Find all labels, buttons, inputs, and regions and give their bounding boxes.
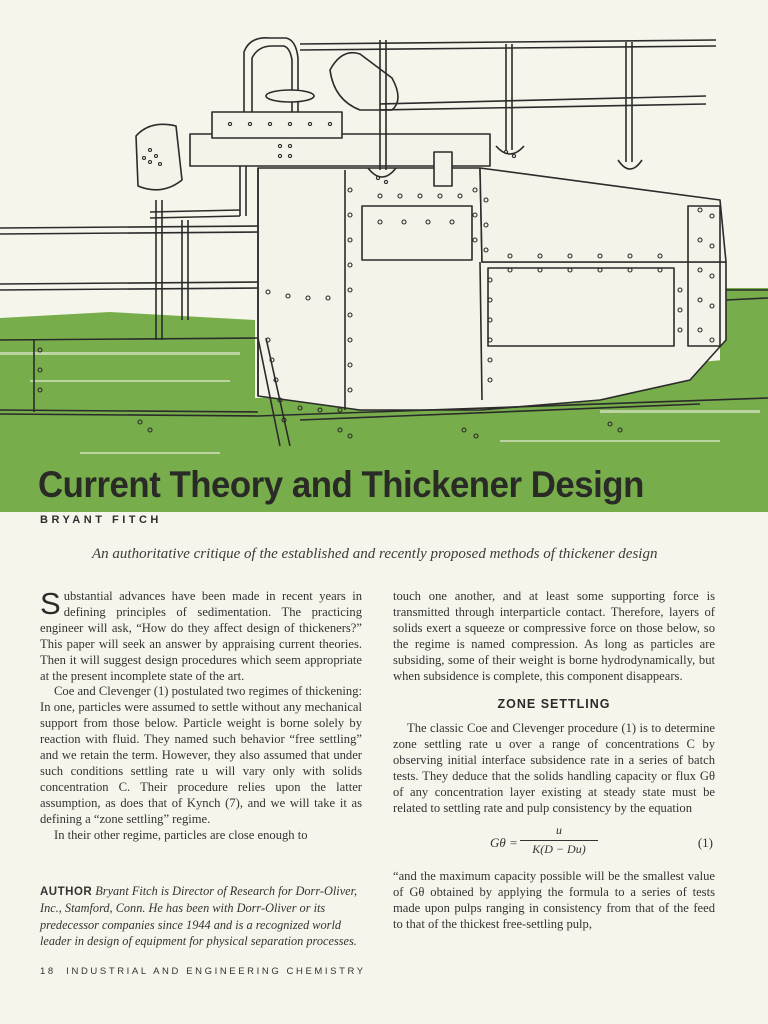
author-byline: BRYANT FITCH — [40, 514, 162, 526]
left-column — [40, 586, 362, 844]
body-paragraph: In their other regime, particles are close enough to — [54, 827, 308, 842]
journal-name: INDUSTRIAL AND ENGINEERING CHEMISTRY — [66, 966, 366, 977]
author-note — [40, 883, 362, 950]
body-paragraph: touch one another, and at least some supporting force is transmitted through interparticle contact. Therefore, layers of solids exert a squeeze or compressive force on those below, so the regime is named compression. As long as particles are subsiding, some of their weight is borne hydrodynamically, but when subsidence is complete, this component disappears. — [393, 589, 715, 683]
section-heading: ZONE SETTLING — [497, 697, 611, 712]
body-paragraph: The classic Coe and Clevenger procedure (1) is to determine zone settling rate u over a range of concentrations C by observing initial interface subsidence rate in a series of batch tests. They deduce that the solids handling capacity or flux Gθ of any concentration layer existing at steady state must be related to settling rate and pulp consistency by the equation — [393, 721, 715, 815]
intro-paragraph-text: ubstantial advances have been made in recent years in defining principles of sedimentation. The practicing engineer will ask, “How do they affect design of thickeners?” This paper will seek an answer by appraising current theories. Then it will suggest design procedures which seem appropriate at the present incomplete state of the art. — [40, 589, 362, 683]
page-number: 18 — [40, 966, 56, 977]
drive-motor — [330, 53, 398, 110]
drop-cap: S — [40, 586, 61, 621]
body-paragraph: “and the maximum capacity possible will be the smallest value of Gθ obtained by applying the formula to a series of tests made upon pulps ranging in consistency from that of the feed to that of the thickest free-settling pulp, — [393, 868, 715, 931]
equation-numerator: u — [520, 823, 598, 841]
body-paragraph: Coe and Clevenger (1) postulated two regimes of thickening: In one, particles were assumed to settle without any mechanical support from those below. Particle weight is borne solely by reaction with fluid. They named such behavior “free settling” and we retain the term. However, they also assumed that under such conditions settling rate u will vary only with solids concentration C. Their procedure relies upon the latter assumption, as does that of Kynch (7), and we will take it as defining a “zone settling” regime. — [40, 684, 362, 826]
intro-paragraph — [40, 586, 362, 684]
equation-lhs: Gθ = — [490, 834, 518, 850]
equation-denominator: K(D − Du) — [532, 841, 586, 856]
author-note-text: Bryant Fitch is Director of Research for Dorr-Oliver, Inc., Stamford, Conn. He has been with Dorr-Oliver or its predecessor companies since 1944 and is a recognized world leader in design of equipment for physical separation processes. — [40, 884, 358, 949]
equation-number: (1) — [697, 834, 713, 850]
right-column — [393, 589, 715, 932]
article-subtitle: An authoritative critique of the established and recently proposed methods of thickener design — [92, 546, 658, 562]
equation-fraction — [520, 823, 598, 858]
equation-1 — [393, 823, 715, 863]
author-note-label: AUTHOR — [40, 886, 93, 898]
page-footer — [40, 966, 366, 977]
article-title: Current Theory and Thickener Design — [38, 464, 644, 505]
